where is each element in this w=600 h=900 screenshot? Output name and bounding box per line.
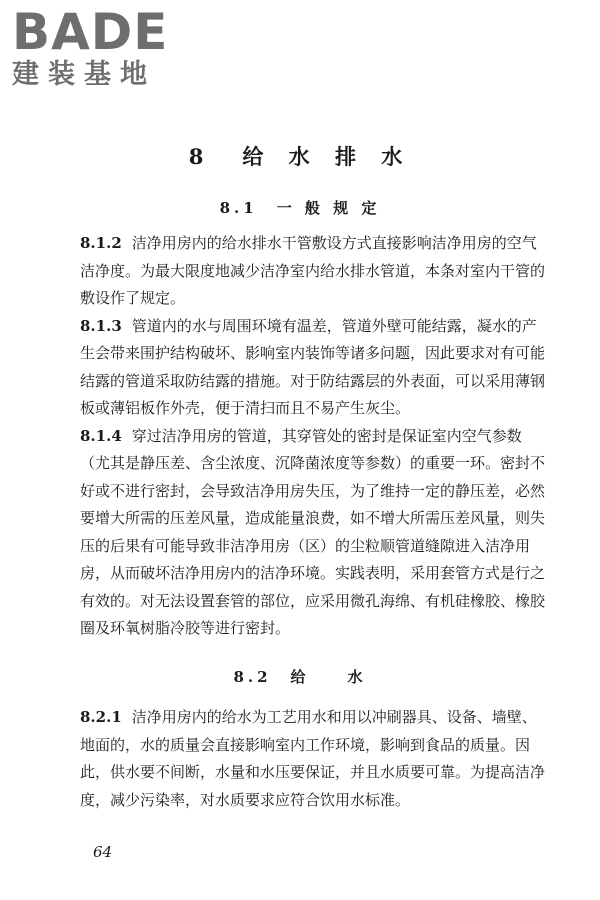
section-heading-8-2: 8.2 给 水: [233, 668, 367, 686]
clause-8-2-1: [80, 704, 550, 814]
bade-logo: [12, 3, 182, 90]
section-8-2-body: [80, 704, 550, 814]
clause-8-1-2: [80, 230, 550, 313]
clause-text: 管道内的水与周围环境有温差，管道外壁可能结露，凝水的产生会带来围护结构破坏、影响室内装饰等诸多问题，因此要求对有可能结露的管道采取防结露的措施。对于防结露层的外表面，可以采用薄钢板或薄铝板作外壳，便于清扫而且不易产生灰尘。: [80, 316, 546, 417]
section-heading-8-1: 8.1 一 般 规 定: [219, 199, 381, 217]
page-number: 64: [93, 843, 113, 861]
clause-text: 洁净用房内的给水为工艺用水和用以冲刷器具、设备、墙壁、地面的，水的质量会直接影响室内工作环境，影响到食品的质量。因此，供水要不间断，水量和水压要保证，并且水质要可靠。为提高洁净度，减少污染率，对水质要求应符合饮用水标准。: [80, 708, 546, 809]
logo-subtitle: 建装基地: [12, 59, 156, 90]
clause-number: 8.1.4: [80, 426, 122, 445]
clause-number: 8.2.1: [80, 708, 122, 726]
clause-8-1-3: [80, 313, 550, 423]
chapter-title: 8 给 水 排 水: [188, 144, 412, 169]
clause-text: 洁净用房内的给水排水干管敷设方式直接影响洁净用房的空气洁净度。为最大限度地减少洁净室内给水排水管道，本条对室内干管的敷设作了规定。: [80, 234, 546, 307]
clause-number: 8.1.3: [80, 316, 122, 335]
clause-number: 8.1.2: [80, 234, 122, 252]
clause-8-1-4: [80, 423, 550, 643]
clause-text: 穿过洁净用房的管道，其穿管处的密封是保证室内空气参数（尤其是静压差、含尘浓度、沉降菌浓度等参数）的重要一环。密封不好或不进行密封，会导致洁净用房失压，为了维持一定的静压差，必然要增大所需的压差风量，造成能量浪费，如不增大所需压差风量，则失压的后果有可能导致非洁净用房（区）的尘粒顺管道缝隙进入洁净用房，从而破坏洁净用房内的洁净环境。实践表明，采用套管方式是行之有效的。对无法设置套管的部位，应采用微孔海绵、有机硅橡胶、橡胶圈及环氧树脂冷胶等进行密封。: [80, 426, 546, 637]
logo-wordmark: BADE: [12, 3, 169, 61]
section-8-1-body: [80, 230, 550, 643]
